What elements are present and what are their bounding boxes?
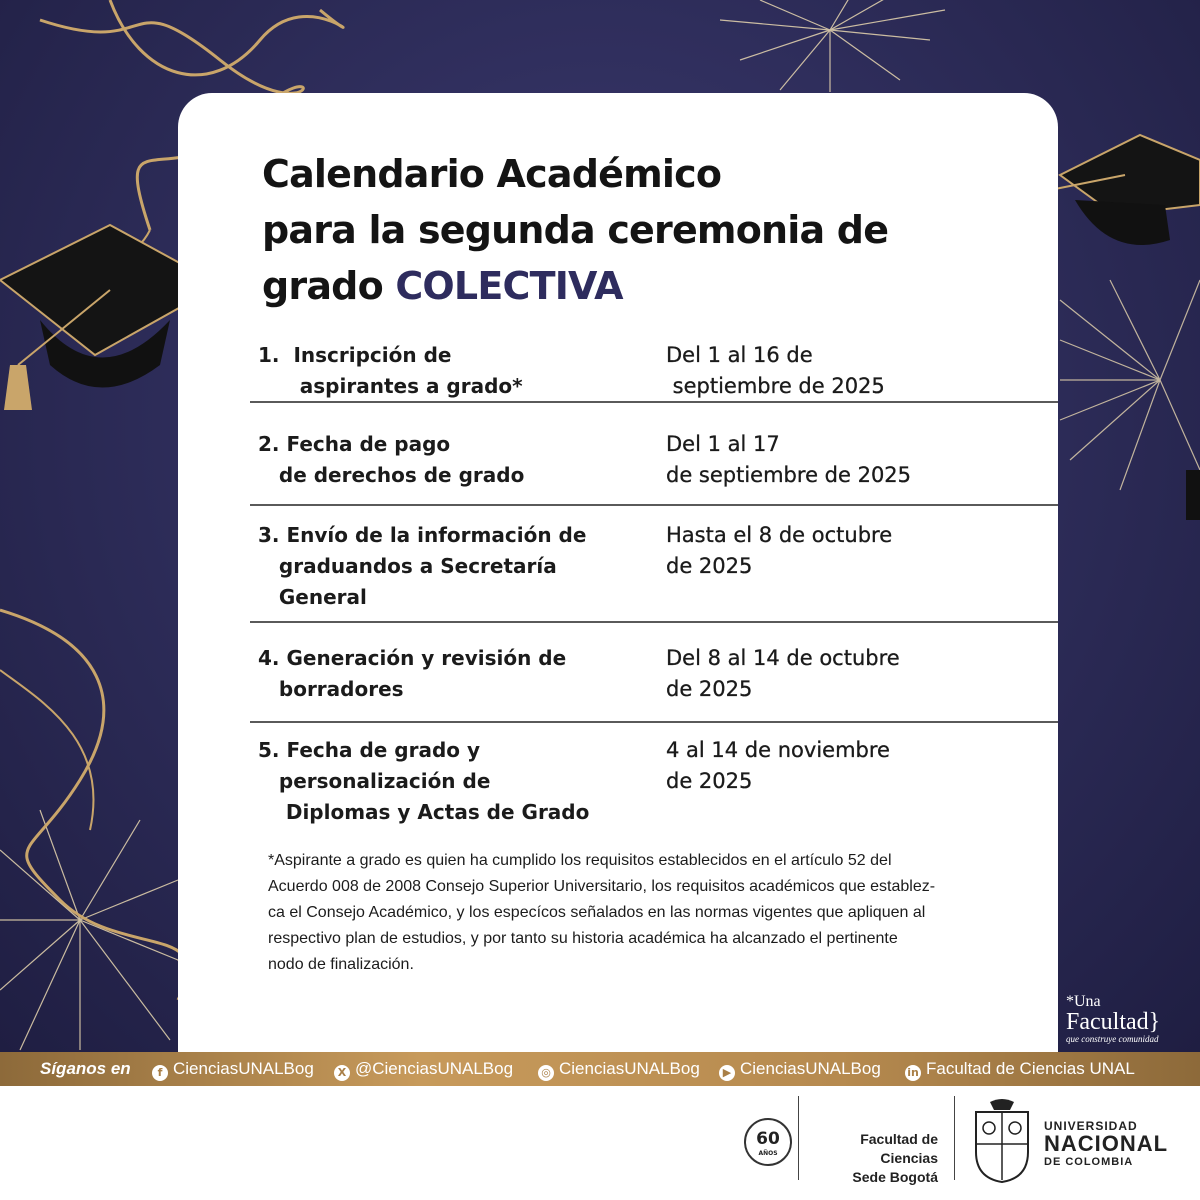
- divider: [954, 1096, 955, 1180]
- social-handle: CienciasUNALBog: [173, 1059, 314, 1078]
- firework-right: [1060, 280, 1200, 490]
- unal-line-1: UNIVERSIDAD: [1044, 1119, 1138, 1133]
- brand-line-2: Facultad}: [1066, 1009, 1161, 1035]
- firework-bottom-left: [0, 810, 178, 1050]
- table-row: [250, 723, 1058, 833]
- activity-cell: 5. Fecha de grado y personalización de Diplomas y Actas de Grado: [258, 738, 590, 824]
- activity-cell: 4. Generación y revisión de borradores: [258, 646, 567, 701]
- unal-line-3: DE COLOMBIA: [1044, 1156, 1134, 1168]
- social-link-linkedin[interactable]: [905, 1059, 1135, 1081]
- social-link-youtube[interactable]: [719, 1059, 881, 1081]
- social-bar: [0, 1052, 1200, 1086]
- title-line-2: para la segunda ceremonia de: [262, 208, 889, 252]
- instagram-icon: ◎: [538, 1065, 554, 1081]
- x-icon: X: [334, 1065, 350, 1081]
- social-handle: CienciasUNALBog: [559, 1059, 700, 1078]
- unal-line-2: NACIONAL: [1044, 1131, 1169, 1156]
- social-handle: Facultad de Ciencias UNAL: [926, 1059, 1135, 1078]
- table-row: [250, 403, 1058, 506]
- title-accent: COLECTIVA: [395, 264, 623, 308]
- seal-text: AÑOS: [758, 1150, 778, 1157]
- title-prefix: grado: [262, 264, 396, 308]
- date-cell: Del 1 al 16 de septiembre de 2025: [666, 343, 885, 398]
- una-facultad-logo: [1066, 994, 1196, 1045]
- unal-shield-icon: [970, 1098, 1034, 1184]
- date-cell: Hasta el 8 de octubre de 2025: [666, 523, 893, 578]
- firework-top-right: [720, 0, 945, 92]
- faculty-line-2: Sede Bogotá: [852, 1169, 938, 1185]
- calendar-table: [250, 334, 1058, 833]
- date-cell: Del 8 al 14 de octubre de 2025: [666, 646, 900, 701]
- graduation-cap-edge-icon: [1186, 470, 1200, 520]
- social-link-facebook[interactable]: [152, 1059, 314, 1081]
- seal-number: 60: [756, 1129, 780, 1149]
- footnote-line: nodo de finalización.: [268, 956, 414, 973]
- follow-label: Síganos en: [40, 1059, 131, 1078]
- title-line-1: Calendario Académico: [262, 152, 722, 196]
- activity-cell: 3. Envío de la información de graduandos a Secretaría General: [258, 523, 587, 609]
- date-cell: Del 1 al 17 de septiembre de 2025: [666, 432, 912, 487]
- youtube-icon: ▶: [719, 1065, 735, 1081]
- page-title: [262, 146, 1022, 314]
- divider: [798, 1096, 799, 1180]
- faculty-line-1: Facultad de Ciencias: [860, 1131, 938, 1166]
- social-handle: @CienciasUNALBog: [355, 1059, 514, 1078]
- linkedin-icon: in: [905, 1065, 921, 1081]
- social-link-x[interactable]: [334, 1059, 513, 1081]
- faculty-name: [806, 1130, 938, 1187]
- brand-line-1: *Una: [1066, 993, 1101, 1010]
- social-handle: CienciasUNALBog: [740, 1059, 881, 1078]
- sixty-years-seal: [744, 1118, 792, 1166]
- table-row: [250, 623, 1058, 723]
- footnote: [268, 848, 1008, 978]
- unal-wordmark: [1044, 1119, 1168, 1169]
- title-line-3: [262, 258, 1022, 314]
- brand-tagline: que construye comunidad: [1066, 1034, 1159, 1044]
- activity-cell: 2. Fecha de pago de derechos de grado: [258, 432, 525, 487]
- footnote-line: respectivo plan de estudios, y por tanto su historia académica ha alcanzado el pertinente: [268, 930, 898, 947]
- footnote-line: Acuerdo 008 de 2008 Consejo Superior Universitario, los requisitos académicos que establez-: [268, 878, 936, 895]
- footnote-line: ca el Consejo Académico, y los especícos señalados en las normas vigentes que apliquen al: [268, 904, 926, 921]
- date-cell: 4 al 14 de noviembre de 2025: [666, 738, 890, 793]
- activity-cell: 1. Inscripción de aspirantes a grado*: [258, 343, 523, 398]
- table-row: [250, 506, 1058, 623]
- footnote-line: *Aspirante a grado es quien ha cumplido los requisitos establecidos en el artículo 52 del: [268, 852, 892, 869]
- facebook-icon: f: [152, 1065, 168, 1081]
- social-link-instagram[interactable]: [538, 1059, 700, 1081]
- table-row: [250, 334, 1058, 403]
